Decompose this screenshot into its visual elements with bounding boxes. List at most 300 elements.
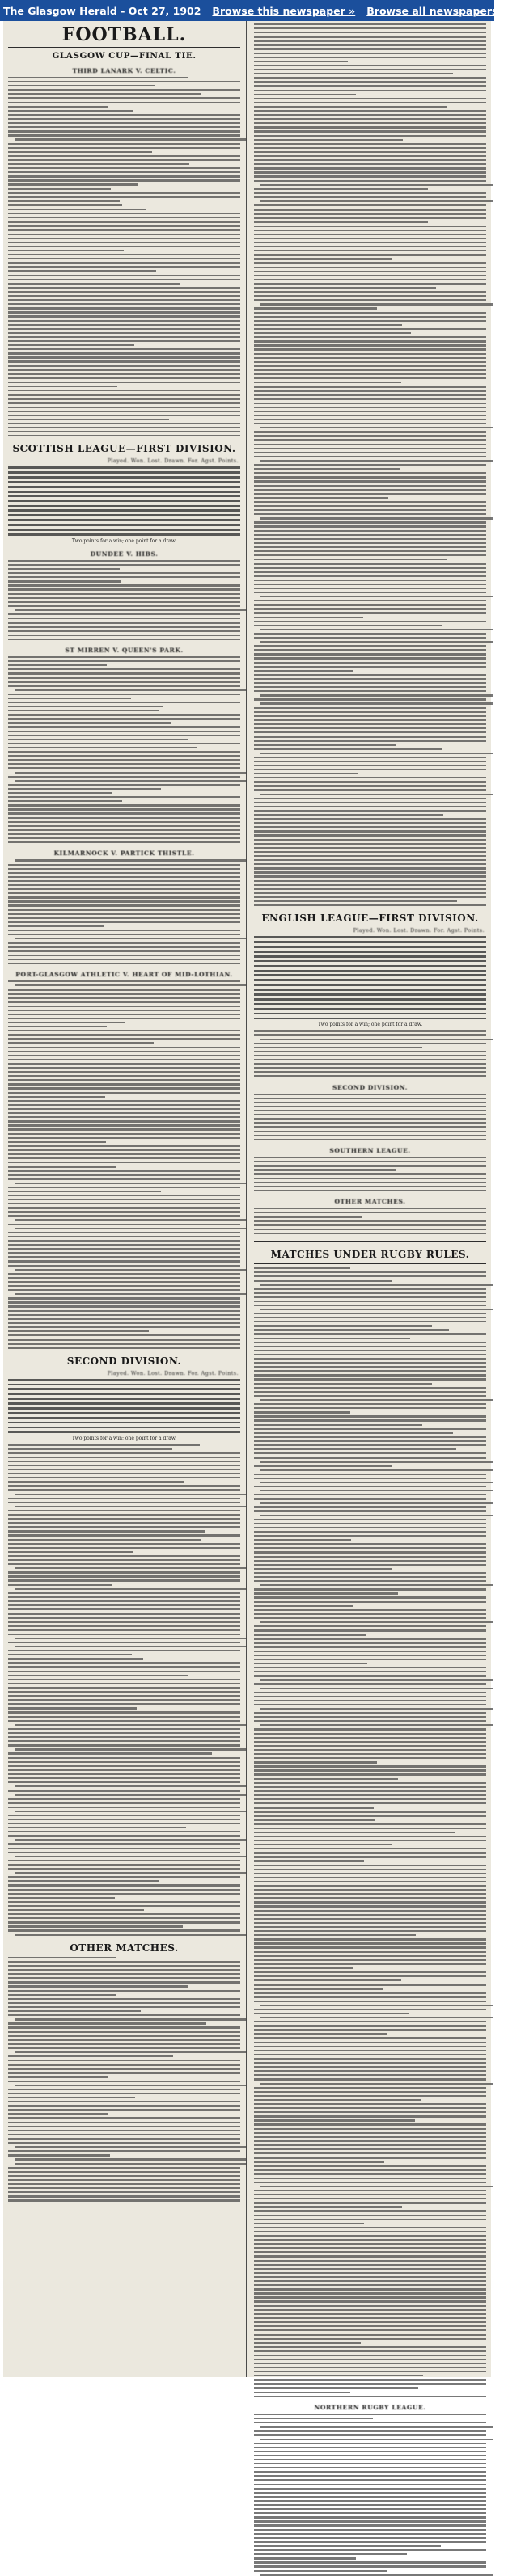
text-line (254, 1893, 486, 1895)
text-line (254, 2268, 486, 2270)
text-line (254, 312, 486, 314)
text-line (254, 584, 486, 585)
text-line (254, 1280, 392, 1281)
text-line (8, 702, 240, 703)
table-row (8, 476, 240, 479)
text-line (254, 262, 486, 264)
text-line (8, 1579, 240, 1581)
text-line (8, 2035, 240, 2037)
text-line (254, 90, 486, 91)
text-line (254, 1411, 350, 1413)
text-line (254, 2050, 486, 2051)
text-line (8, 1621, 240, 1622)
text-line (254, 1428, 486, 1430)
text-line (254, 415, 486, 416)
text-line (254, 407, 486, 408)
text-line (8, 735, 240, 736)
text-line (8, 821, 240, 823)
text-line (254, 863, 486, 865)
section-rule (254, 1241, 486, 1242)
text-line (254, 254, 486, 255)
text-line (254, 740, 486, 741)
match-heading: THIRD LANARK V. CELTIC. (72, 67, 176, 74)
text-line (254, 361, 486, 363)
text-line (254, 40, 486, 41)
text-line (8, 1145, 240, 1147)
text-line (254, 2561, 486, 2563)
text-line (8, 279, 240, 280)
text-line (254, 1778, 398, 1780)
text-line (8, 435, 240, 436)
text-line (254, 744, 396, 745)
text-line (254, 1828, 486, 1829)
text-line (254, 2434, 486, 2435)
text-line (8, 1153, 240, 1155)
table-row (8, 1384, 240, 1386)
text-line (8, 1215, 240, 1216)
text-line (254, 1063, 486, 1065)
text-line (254, 653, 486, 655)
text-line (254, 171, 486, 173)
text-line (8, 950, 240, 951)
text-line (15, 1567, 247, 1569)
text-line (260, 794, 493, 795)
text-line (15, 1588, 247, 1590)
text-line (254, 2173, 486, 2175)
text-line (8, 698, 131, 699)
text-line (8, 1629, 240, 1631)
text-line (254, 1671, 486, 1672)
text-line (254, 2313, 486, 2315)
text-line (254, 1448, 456, 1450)
text-line (8, 1322, 240, 1324)
text-line (254, 213, 486, 214)
table-row (8, 466, 240, 469)
text-line (254, 163, 486, 165)
text-line (254, 1704, 486, 1705)
text-line (254, 1362, 486, 1364)
text-line (8, 572, 240, 574)
text-line (254, 2484, 486, 2485)
text-line (254, 1580, 486, 1582)
english-table-header: Played. Won. Lost. Drawn. For. Agst. Points. (353, 927, 485, 934)
text-line (260, 184, 493, 186)
league-table-header: Played. Won. Lost. Drawn. For. Agst. Points. (107, 457, 239, 465)
text-line (8, 672, 240, 674)
text-line (254, 1271, 486, 1273)
text-line (8, 694, 240, 695)
text-line (254, 419, 486, 420)
text-line (254, 1165, 486, 1166)
text-line (254, 489, 486, 491)
text-line (254, 1823, 486, 1825)
table-row (254, 1018, 486, 1020)
text-line (254, 1173, 486, 1174)
text-line (254, 1696, 486, 1697)
text-line (8, 2138, 240, 2140)
text-line (254, 1535, 486, 1537)
text-line (8, 1969, 240, 1971)
text-line (254, 365, 486, 367)
text-line (8, 122, 240, 124)
text-line (254, 604, 486, 605)
text-line (254, 2355, 486, 2356)
text-line (254, 2383, 486, 2384)
text-line (8, 800, 122, 802)
article-text (254, 1208, 486, 1234)
text-line (8, 1965, 240, 1967)
text-line (254, 316, 486, 318)
text-line (8, 159, 240, 161)
text-line (8, 167, 240, 169)
text-line (15, 984, 247, 986)
text-line (8, 925, 104, 927)
text-line (260, 2005, 493, 2006)
text-line (8, 1827, 186, 1828)
text-line (254, 2099, 421, 2101)
text-line (8, 1617, 240, 1618)
table-row (254, 989, 486, 991)
text-line (254, 1617, 486, 1619)
text-line (254, 765, 486, 766)
text-line (260, 517, 493, 519)
text-line (15, 938, 247, 939)
text-line (254, 1930, 486, 1932)
text-line (15, 138, 247, 140)
text-line (8, 1343, 240, 1344)
text-line (8, 888, 240, 890)
text-line (254, 637, 486, 639)
text-line (254, 53, 486, 54)
text-line (254, 1914, 486, 1916)
text-line (254, 1745, 486, 1747)
text-line (254, 1233, 486, 1234)
text-line (254, 2471, 486, 2473)
text-line (8, 564, 240, 566)
text-line (8, 1600, 240, 1602)
text-line (254, 608, 486, 609)
text-line (8, 1913, 240, 1915)
text-line (254, 1267, 350, 1269)
text-line (254, 2001, 486, 2002)
text-line (8, 2130, 240, 2131)
text-line (254, 1720, 486, 1722)
text-line (8, 1773, 240, 1775)
article-text (254, 1094, 486, 1140)
text-line (8, 2101, 240, 2102)
text-line (8, 130, 240, 132)
text-line (8, 1133, 240, 1135)
text-line (254, 600, 486, 601)
text-line (254, 1059, 486, 1060)
text-line (254, 448, 486, 449)
text-line (254, 2243, 486, 2245)
text-line (254, 357, 486, 359)
text-line (254, 501, 486, 503)
text-line (8, 1720, 240, 1722)
text-line (254, 781, 486, 782)
second-division-note: Two points for a win; one point for a draw. (71, 1436, 177, 1442)
text-line (254, 1811, 486, 1812)
text-line (254, 2508, 486, 2510)
text-line (254, 2565, 486, 2567)
text-line (8, 1448, 172, 1449)
text-line (8, 1047, 240, 1048)
text-line (254, 798, 486, 799)
text-line (254, 1506, 486, 1507)
text-line (254, 571, 486, 572)
text-line (254, 1659, 486, 1660)
text-line (8, 1071, 240, 1073)
text-line (254, 2553, 407, 2555)
text-line (8, 1075, 240, 1077)
text-line (8, 921, 240, 923)
table-row (254, 993, 486, 996)
text-line (8, 1744, 240, 1746)
text-line (8, 93, 201, 95)
match-heading: PORT-GLASGOW ATHLETIC V. HEART OF MID-LOTHIAN. (15, 971, 233, 979)
text-line (254, 2062, 486, 2064)
text-line (8, 1929, 240, 1931)
browse-newspaper-link[interactable]: Browse this newspaper » (212, 4, 356, 17)
text-line (8, 622, 240, 623)
text-line (8, 81, 240, 82)
text-line (8, 710, 159, 711)
text-line (8, 352, 240, 354)
text-line (254, 1840, 486, 1841)
text-line (8, 102, 240, 103)
text-line (254, 2392, 350, 2393)
text-line (254, 1642, 486, 1643)
text-line (8, 1592, 240, 1594)
text-line (8, 660, 240, 662)
newspaper-title: The Glasgow Herald - Oct 27, 1902 (3, 4, 201, 17)
text-line (8, 808, 240, 810)
text-line (254, 493, 486, 495)
text-line (254, 2414, 486, 2415)
text-line (254, 2161, 384, 2162)
text-line (8, 295, 240, 297)
text-line (254, 1403, 486, 1405)
text-line (254, 324, 402, 326)
text-line (8, 1815, 240, 1816)
text-line (254, 859, 486, 861)
text-line (254, 180, 486, 182)
match-heading: ST MIRREN V. QUEEN'S PARK. (65, 646, 184, 654)
text-line (8, 332, 240, 334)
text-line (8, 1461, 240, 1462)
text-line (8, 209, 146, 210)
text-line (254, 2182, 486, 2183)
browse-all-link[interactable]: Browse all newspapers » (366, 4, 508, 17)
text-line (254, 839, 486, 841)
text-line (254, 1190, 486, 1191)
text-line (254, 2087, 486, 2089)
text-line (254, 1338, 410, 1339)
text-line (254, 2276, 486, 2278)
text-line (254, 1901, 486, 1903)
text-line (15, 772, 247, 774)
title-rule (8, 47, 240, 48)
text-line (254, 1889, 486, 1891)
text-line (8, 872, 240, 874)
text-line (8, 97, 240, 99)
text-line (254, 1860, 364, 1861)
text-line (254, 1161, 486, 1162)
text-line (15, 1646, 247, 1647)
text-line (15, 1934, 247, 1936)
text-line (8, 1961, 240, 1963)
text-line (254, 2321, 486, 2323)
text-line (8, 1281, 240, 1283)
text-line (254, 234, 486, 235)
text-line (8, 1305, 240, 1307)
text-line (254, 1292, 486, 1294)
text-line (254, 2463, 486, 2464)
text-line (254, 1370, 486, 1372)
text-line (254, 806, 486, 807)
text-line (254, 1946, 486, 1948)
text-line (254, 1609, 486, 1611)
table-row (8, 1393, 240, 1395)
text-line (254, 283, 486, 285)
text-line (8, 1604, 240, 1606)
text-line (8, 1802, 240, 1804)
text-line (260, 2083, 493, 2085)
table-row (254, 974, 486, 976)
text-line (8, 1260, 240, 1262)
text-line (254, 871, 486, 873)
text-line (8, 1876, 240, 1878)
text-line (8, 1473, 240, 1474)
text-line (8, 1843, 240, 1845)
text-line (254, 1051, 486, 1052)
text-line (254, 2103, 486, 2105)
text-line (8, 1654, 132, 1655)
text-line (8, 1096, 105, 1098)
text-line (8, 1018, 240, 1019)
text-line (254, 617, 363, 618)
text-line (8, 1104, 240, 1106)
text-line (15, 859, 247, 861)
text-line (254, 1592, 398, 1594)
text-line (254, 1576, 486, 1578)
table-row (8, 505, 240, 508)
text-line (254, 2255, 486, 2257)
text-line (254, 662, 486, 664)
text-line (254, 468, 400, 470)
table-row (8, 1431, 240, 1433)
text-line (8, 373, 240, 375)
text-line (254, 2309, 486, 2311)
text-line (254, 2305, 486, 2307)
text-line (8, 1116, 240, 1118)
text-line (254, 2338, 486, 2339)
text-line (8, 1108, 240, 1110)
text-line (254, 1216, 362, 1217)
text-line (8, 1207, 240, 1208)
text-line (8, 348, 240, 350)
text-line (254, 2350, 486, 2352)
text-line (254, 1301, 486, 1302)
text-line (254, 2520, 486, 2522)
text-line (254, 279, 486, 280)
text-line (254, 85, 486, 86)
text-line (254, 435, 486, 436)
text-line (254, 2455, 486, 2456)
text-line (254, 2512, 486, 2514)
text-line (254, 456, 486, 457)
text-line (254, 423, 486, 424)
text-line (8, 1067, 240, 1069)
text-line (8, 1831, 240, 1832)
text-line (254, 542, 486, 544)
text-line (254, 2198, 486, 2199)
text-line (254, 2119, 415, 2121)
text-line (254, 2136, 486, 2138)
text-line (254, 1769, 486, 1771)
text-line (254, 1383, 432, 1385)
text-line (8, 1728, 240, 1730)
text-line (254, 1683, 486, 1684)
text-line (254, 2296, 486, 2298)
text-line (254, 61, 348, 62)
text-line (8, 171, 240, 173)
article-text (8, 1957, 240, 2202)
text-line (254, 1208, 486, 1209)
text-line (8, 1555, 240, 1557)
text-line (8, 626, 240, 627)
text-line (254, 1131, 486, 1132)
text-line (254, 2334, 486, 2335)
table-row (8, 486, 240, 488)
text-line (254, 2284, 486, 2286)
text-line (15, 1856, 247, 1857)
text-line (8, 868, 240, 870)
table-row (254, 965, 486, 968)
text-line (8, 1543, 240, 1545)
table-row (8, 1427, 240, 1429)
text-line (254, 2132, 486, 2134)
text-line (8, 613, 240, 615)
text-line (254, 476, 486, 478)
text-line (254, 736, 486, 737)
text-line (8, 1310, 240, 1312)
text-line (254, 1436, 486, 1438)
text-line (254, 497, 388, 499)
text-line (254, 411, 486, 412)
text-line (254, 822, 486, 824)
text-line (8, 1481, 184, 1482)
text-line (254, 851, 486, 853)
text-line (260, 2017, 493, 2018)
text-line (254, 625, 442, 626)
text-line (8, 1334, 240, 1336)
text-line (8, 1921, 240, 1923)
text-line (254, 1071, 486, 1073)
text-line (254, 2148, 486, 2150)
text-line (254, 1102, 486, 1103)
text-line (8, 997, 240, 998)
table-row (8, 1398, 240, 1400)
text-line (8, 1502, 240, 1503)
text-line (254, 271, 486, 272)
text-line (254, 818, 486, 820)
second-division-heading: SECOND DIVISION. (66, 1355, 182, 1367)
text-line (254, 143, 486, 145)
text-line (254, 1030, 486, 1031)
text-line (254, 48, 486, 50)
